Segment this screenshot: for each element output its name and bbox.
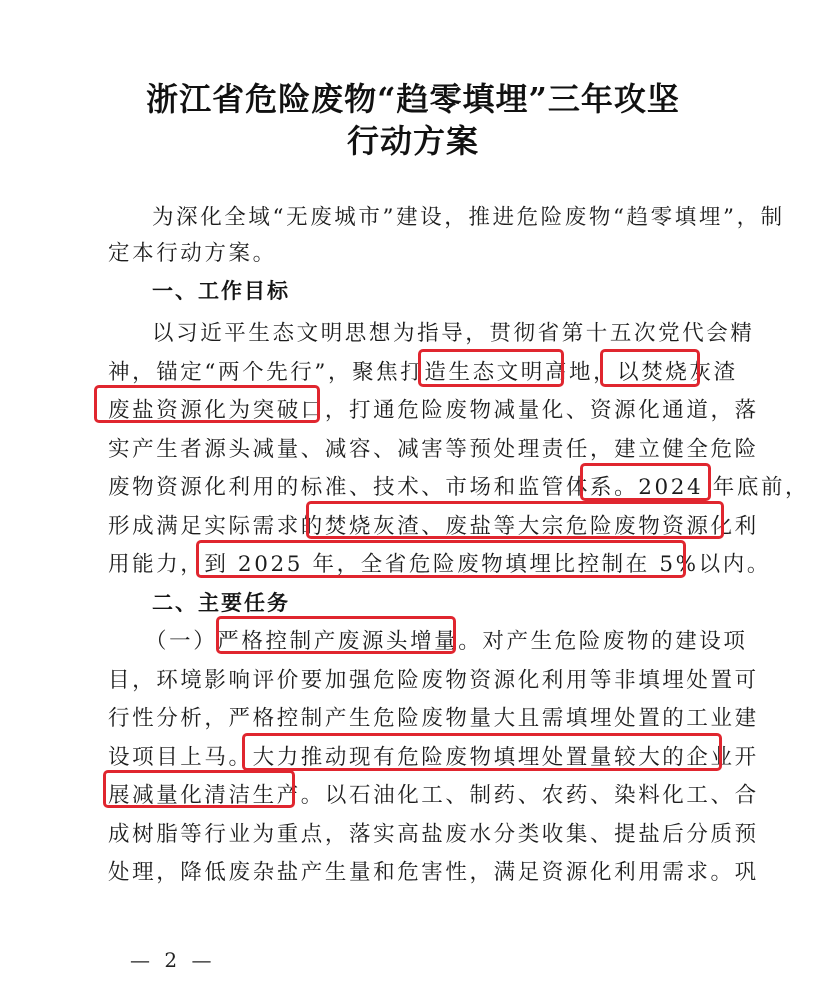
highlight-box <box>216 616 456 654</box>
document-title-line2: 行动方案 <box>346 122 479 160</box>
highlight-box <box>196 540 686 578</box>
highlight-box <box>242 733 722 771</box>
paragraph-line: 用能力，到 2025 年，全省危险废物填埋比控制在 5%以内。 <box>108 552 771 577</box>
document-title: 浙江省危险废物“趋零填埋”三年攻坚 <box>146 80 680 118</box>
paragraph-line: 以习近平生态文明思想为指导，贯彻省第十五次党代会精 <box>152 321 755 346</box>
section-heading: 二、主要任务 <box>152 591 290 615</box>
section-heading: 一、工作目标 <box>152 279 290 303</box>
page-number: — 2 — <box>130 948 216 972</box>
highlight-box <box>103 770 295 808</box>
paragraph-line: 废盐资源化为突破口，打通危险废物减量化、资源化通道，落 <box>108 398 759 423</box>
intro-line: 为深化全域“无废城市”建设，推进危险废物“趋零填埋”，制 <box>152 205 785 230</box>
highlight-box <box>306 501 724 539</box>
highlight-box <box>418 349 564 387</box>
highlight-box <box>94 385 320 423</box>
paragraph-line: 行性分析，严格控制产生危险废物量大且需填埋处置的工业建 <box>108 706 759 731</box>
paragraph-line: 废物资源化利用的标准、技术、市场和监管体系。2024 年底前， <box>108 475 810 500</box>
paragraph-line: 形成满足实际需求的焚烧灰渣、废盐等大宗危险废物资源化利 <box>108 514 759 539</box>
highlight-box <box>600 349 700 387</box>
paragraph-line: 展减量化清洁生产。以石油化工、制药、农药、染料化工、合 <box>108 783 759 808</box>
highlight-box <box>580 463 711 501</box>
paragraph-line: 处理，降低废杂盐产生量和危害性，满足资源化利用需求。巩 <box>108 860 759 885</box>
paragraph-line: （一）严格控制产废源头增量。对产生危险废物的建设项 <box>145 629 748 654</box>
paragraph-line: 目，环境影响评价要加强危险废物资源化利用等非填埋处置可 <box>108 668 759 693</box>
paragraph-line: 实产生者源头减量、减容、减害等预处理责任，建立健全危险 <box>108 437 759 462</box>
paragraph-line: 设项目上马。大力推动现有危险废物填埋处置量较大的企业开 <box>108 745 759 770</box>
intro-line: 定本行动方案。 <box>108 241 277 266</box>
paragraph-line: 神，锚定“两个先行”，聚焦打造生态文明高地，以焚烧灰渣 <box>108 360 738 385</box>
paragraph-line: 成树脂等行业为重点，落实高盐废水分类收集、提盐后分质预 <box>108 822 759 847</box>
